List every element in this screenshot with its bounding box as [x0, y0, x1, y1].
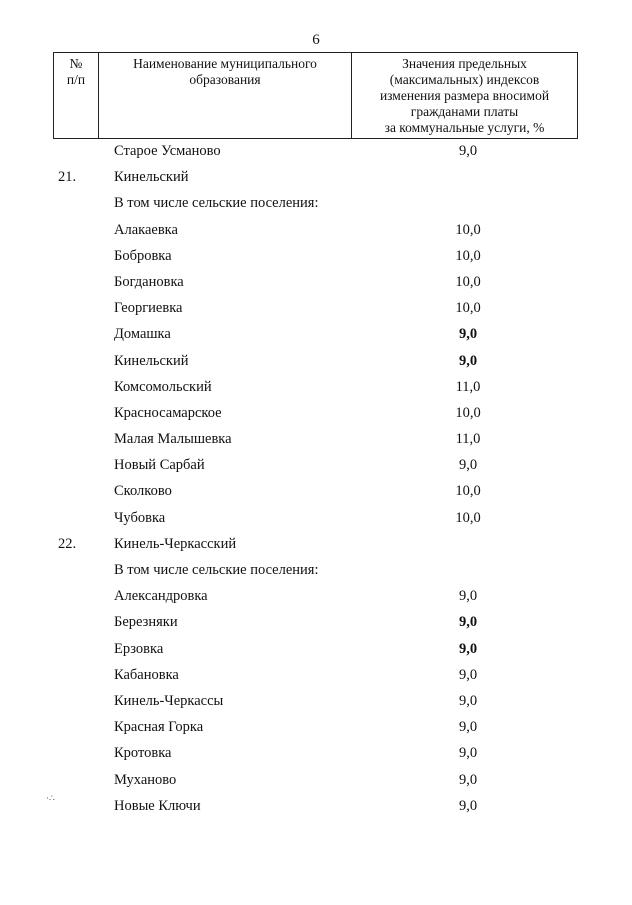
row-value: 9,0 [458, 326, 478, 343]
table-row [0, 715, 632, 741]
table-row [0, 322, 632, 348]
row-name: Кротовка [114, 745, 172, 762]
row-name: Кинель-Черкасский [114, 535, 237, 552]
row-value: 9,0 [458, 352, 478, 369]
scan-speck-icon: ·∴ [46, 793, 55, 803]
header-line: п/п [66, 72, 86, 87]
table-row [0, 532, 632, 558]
table-row [0, 741, 632, 767]
row-value: 10,0 [455, 404, 481, 421]
row-name: Ерзовка [114, 640, 164, 657]
table-body [0, 139, 632, 820]
table-row [0, 794, 632, 820]
row-value: 9,0 [458, 666, 478, 683]
row-name: Бобровка [114, 247, 172, 264]
row-name: Алакаевка [114, 221, 178, 238]
row-value: 9,0 [458, 143, 478, 159]
table-row [0, 139, 632, 165]
table-row [0, 296, 632, 322]
row-name: Александровка [114, 588, 208, 605]
row-name: В том числе сельские поселения: [114, 195, 319, 212]
row-value: 9,0 [458, 588, 478, 605]
row-name: В том числе сельские поселения: [114, 562, 319, 578]
header-col-value [352, 53, 577, 138]
table-row [0, 165, 632, 191]
table-row [0, 427, 632, 453]
table-row [0, 479, 632, 505]
table-row [0, 453, 632, 479]
row-value: 10,0 [455, 509, 481, 526]
row-value: 9,0 [458, 640, 478, 657]
row-value: 10,0 [455, 247, 481, 264]
row-number: 22. [58, 535, 77, 552]
header-line: образования [189, 72, 261, 87]
row-name: Березняки [114, 614, 178, 631]
row-value: 11,0 [455, 431, 481, 448]
row-name: Старое Усманово [114, 143, 221, 159]
table-row [0, 768, 632, 794]
row-name: Чубовка [114, 509, 166, 526]
header-line: Значения предельных [402, 56, 527, 71]
header-line: (максимальных) индексов [389, 72, 540, 87]
row-name: Георгиевка [114, 300, 183, 317]
row-name: Красная Горка [114, 719, 204, 736]
row-name: Кабановка [114, 666, 179, 683]
table-row [0, 663, 632, 689]
table-row [0, 375, 632, 401]
row-value: 9,0 [458, 719, 478, 736]
row-name: Новый Сарбай [114, 457, 205, 474]
table-row [0, 218, 632, 244]
table-row [0, 244, 632, 270]
header-line: Наименование муниципального [133, 56, 317, 71]
table-header [53, 52, 578, 139]
row-name: Новые Ключи [114, 797, 201, 814]
row-name: Комсомольский [114, 378, 212, 395]
row-value: 10,0 [455, 221, 481, 238]
row-value: 10,0 [455, 300, 481, 317]
row-value: 10,0 [455, 483, 481, 500]
row-name: Домашка [114, 326, 171, 343]
table-row [0, 506, 632, 532]
row-value: 11,0 [455, 378, 481, 395]
header-col-name [99, 53, 352, 138]
header-line: изменения размера вносимой [379, 88, 550, 103]
row-value: 9,0 [458, 692, 478, 709]
row-value: 10,0 [455, 273, 481, 290]
table-row [0, 558, 632, 584]
row-value: 9,0 [458, 614, 478, 631]
row-value: 9,0 [458, 771, 478, 788]
table-row [0, 401, 632, 427]
row-name: Богдановка [114, 273, 184, 290]
row-number: 21. [58, 169, 77, 186]
table-row [0, 689, 632, 715]
row-value: 9,0 [458, 797, 478, 814]
header-col-number [54, 53, 99, 138]
row-value: 9,0 [458, 457, 478, 474]
page-number: 6 [312, 32, 320, 48]
table-row [0, 637, 632, 663]
row-name: Сколково [114, 483, 172, 500]
table-row [0, 584, 632, 610]
row-name: Кинельский [114, 169, 189, 186]
table-row [0, 270, 632, 296]
row-name: Малая Малышевка [114, 431, 232, 448]
table-row [0, 349, 632, 375]
row-name: Муханово [114, 771, 177, 788]
table-row [0, 610, 632, 636]
header-line: гражданами платы [410, 104, 519, 119]
row-name: Красносамарское [114, 404, 222, 421]
row-value: 9,0 [458, 745, 478, 762]
row-name: Кинельский [114, 352, 189, 369]
header-line: № [69, 56, 83, 71]
header-line: за коммунальные услуги, % [384, 120, 545, 135]
table-row [0, 191, 632, 217]
row-name: Кинель-Черкассы [114, 692, 224, 709]
